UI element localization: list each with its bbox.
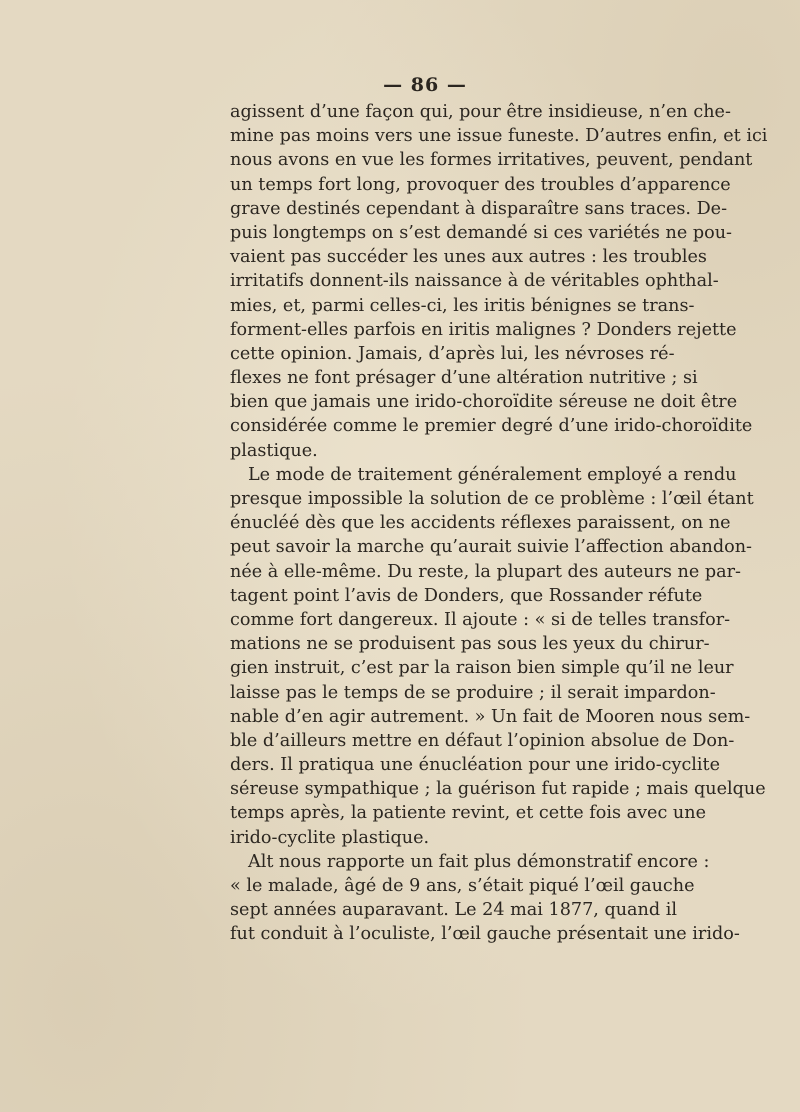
text-line: un temps fort long, provoquer des troubles d’apparence (230, 174, 731, 195)
text-line: cette opinion. Jamais, d’après lui, les névroses ré- (230, 343, 675, 364)
text-line: presque impossible la solution de ce problème : l’œil étant (230, 489, 754, 509)
text-line: séreuse sympathique ; la guérison fut rapide ; mais quelque (230, 779, 766, 800)
text-line: laisse pas le temps de se produire ; il serait impardon- (230, 682, 716, 703)
text-line: agissent d’une façon qui, pour être insidieuse, n’en che- (230, 102, 731, 122)
text-line: fut conduit à l’oculiste, l’œil gauche présentait une irido- (230, 924, 740, 945)
text-line: vaient pas succéder les unes aux autres : les troubles (230, 247, 707, 268)
text-line: gien instruit, c’est par la raison bien simple qu’il ne leur (230, 658, 734, 679)
text-line: ders. Il pratiqua une énucléation pour une irido-cyclite (230, 755, 721, 776)
text-line: née à elle-même. Du reste, la plupart des auteurs ne par- (230, 561, 741, 582)
text-line: mations ne se produisent pas sous les yeux du chirur- (230, 634, 710, 655)
text-line: Le mode de traitement généralement employé a rendu (248, 464, 737, 485)
text-line: comme fort dangereux. Il ajoute : « si de telles transfor- (230, 609, 731, 630)
text-line: irritatifs donnent-ils naissance à de véritables ophthal- (230, 271, 719, 292)
text-line: flexes ne font présager d’une altération nutritive ; si (230, 368, 698, 389)
text-line: peut savoir la marche qu’aurait suivie l’affection abandon- (230, 537, 752, 558)
page-number: — 86 — (383, 74, 467, 96)
text-line: sept années auparavant. Le 24 mai 1877, quand il (230, 900, 677, 921)
text-line: plastique. (230, 440, 318, 461)
text-line: mies, et, parmi celles-ci, les iritis bénignes se trans- (230, 295, 695, 316)
text-line: Alt nous rapporte un fait plus démonstratif encore : (248, 851, 710, 872)
text-line: puis longtemps on s’est demandé si ces variétés ne pou- (230, 222, 732, 243)
text-line: grave destinés cependant à disparaître sans traces. De- (230, 198, 728, 219)
text-line: nable d’en agir autrement. » Un fait de Mooren nous sem- (230, 706, 751, 727)
text-line: « le malade, âgé de 9 ans, s’était piqué l’œil gauche (230, 876, 695, 896)
text-line: énucléé dès que les accidents réflexes paraissent, on ne (230, 513, 731, 534)
text-line: irido-cyclite plastique. (230, 827, 430, 848)
text-line: forment-elles parfois en iritis malignes ? Donders rejette (230, 319, 737, 340)
text-line: considérée comme le premier degré d’une irido-choroïdite (230, 416, 753, 437)
text-line: mine pas moins vers une issue funeste. D’autres enfin, et ici (230, 126, 768, 147)
text-line: ble d’ailleurs mettre en défaut l’opinion absolue de Don- (230, 730, 735, 751)
body-text (230, 100, 768, 947)
text-line: tagent point l’avis de Donders, que Rossander réfute (230, 585, 703, 606)
text-line: temps après, la patiente revint, et cette fois avec une (230, 803, 706, 824)
text-line: bien que jamais une irido-choroïdite séreuse ne doit être (230, 392, 738, 413)
text-line: nous avons en vue les formes irritatives, peuvent, pendant (230, 150, 753, 171)
